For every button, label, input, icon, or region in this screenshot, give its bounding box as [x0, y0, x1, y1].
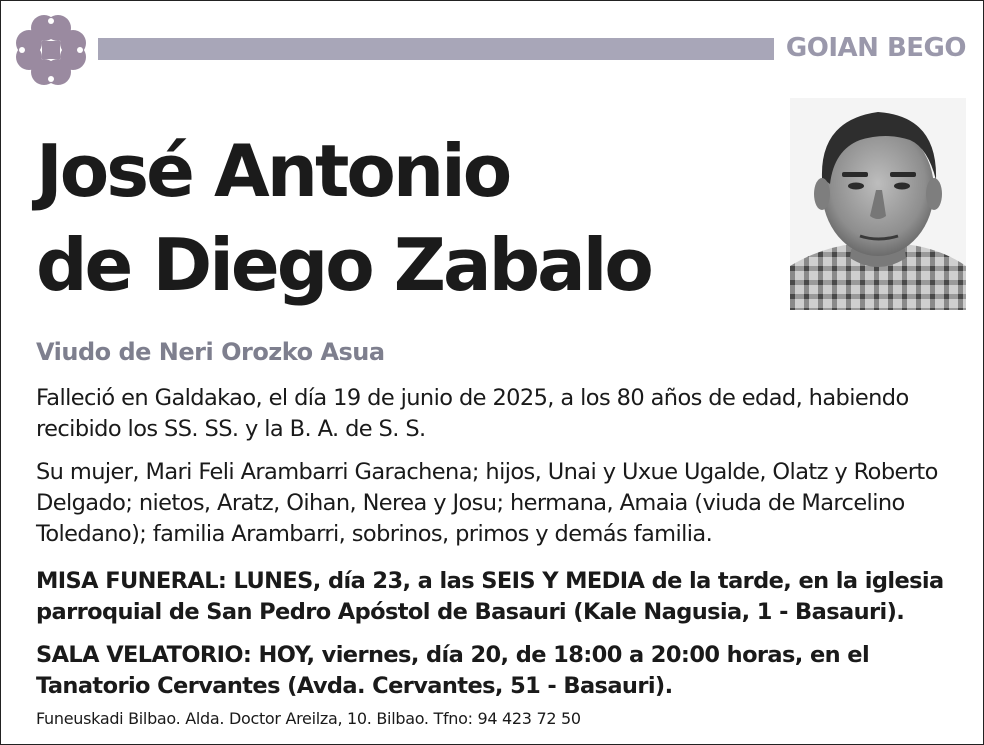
portrait-photo: [790, 98, 966, 310]
portrait-image: [790, 98, 966, 310]
family-list: Su mujer, Mari Feli Arambarri Garachena; hijos, Unai y Uxue Ugalde, Olatz y Roberto Delgado; nietos, Aratz, Oihan, Nerea y Josu; hermana, Amaia (viuda de Marcelino Toledano); familia Arambarri, sobrinos, primos y demás familia.: [36, 459, 938, 547]
name-line-2: de Diego Zabalo: [36, 223, 651, 307]
lauburu-icon: [14, 13, 88, 87]
widow-line: Viudo de Neri Orozko Asua: [36, 338, 385, 366]
deceased-name: [36, 124, 776, 312]
wake-room: SALA VELATORIO: HOY, viernes, día 20, de 18:00 a 20:00 horas, en el Tanatorio Cervantes (Avda. Cervantes, 51 - Basauri).: [36, 642, 870, 699]
funeral-home-footer: Funeuskadi Bilbao. Alda. Doctor Areilza, 10. Bilbao. Tfno: 94 423 72 50: [36, 709, 581, 728]
name-line-1: José Antonio: [36, 129, 510, 213]
funeral-mass: MISA FUNERAL: LUNES, día 23, a las SEIS Y MEDIA de la tarde, en la iglesia parroquial de San Pedro Apóstol de Basauri (Kale Nagusia, 1 - Basauri).: [36, 568, 944, 625]
section-label: GOIAN BEGO: [785, 33, 966, 63]
header-bar: [98, 38, 774, 60]
death-notice: Falleció en Galdakao, el día 19 de junio de 2025, a los 80 años de edad, habiendo recibido los SS. SS. y la B. A. de S. S.: [36, 385, 909, 442]
